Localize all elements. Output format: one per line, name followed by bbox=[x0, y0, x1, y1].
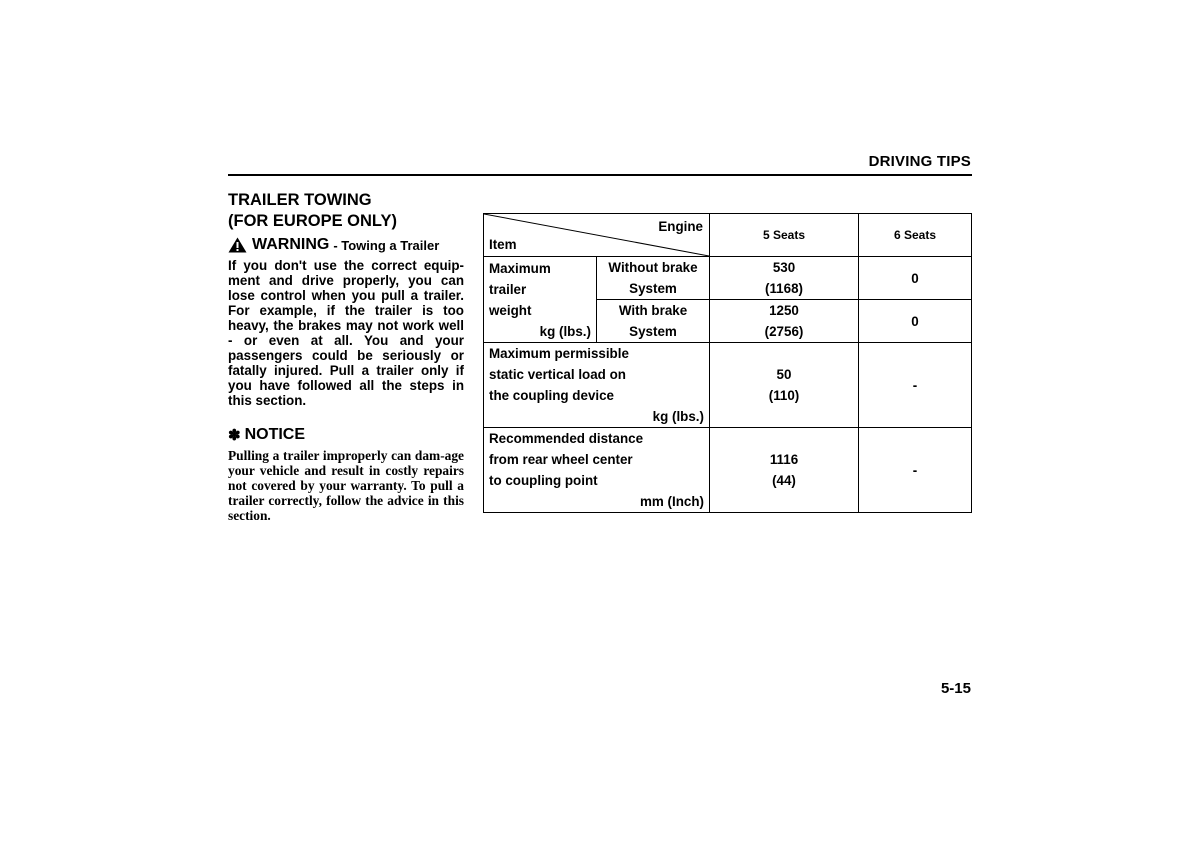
notice-asterisk-icon: ✽ bbox=[228, 427, 241, 444]
section-title-line2: (FOR EUROPE ONLY) bbox=[228, 212, 397, 230]
value-line: 1116 bbox=[769, 452, 799, 467]
label-unit: kg (lbs.) bbox=[539, 323, 591, 339]
with-brake-6-seats: 0 bbox=[859, 300, 972, 343]
page-number: 5-15 bbox=[940, 680, 971, 697]
warning-triangle-icon bbox=[228, 237, 247, 253]
without-brake-6-seats: 0 bbox=[859, 257, 972, 300]
label-line: Maximum permissible bbox=[489, 346, 629, 361]
value-line: (2756) bbox=[764, 324, 804, 339]
value-line: (110) bbox=[768, 388, 800, 403]
header-item-label: Item bbox=[489, 237, 517, 252]
header-6-seats: 6 Seats bbox=[859, 214, 972, 257]
label-line: With brake bbox=[618, 303, 688, 318]
trailer-spec-table bbox=[483, 213, 972, 513]
warning-subtitle: - Towing a Trailer bbox=[333, 237, 440, 253]
header-rule bbox=[228, 174, 972, 176]
static-load-5-seats bbox=[710, 343, 859, 428]
label-line: static vertical load on bbox=[489, 367, 626, 382]
label-line: Without brake bbox=[608, 260, 698, 275]
notice-body: Pulling a trailer improperly can dam-age your vehicle and result in costly repairs not covered by your warranty. To pull a trailer correctly, follow the advice in this section. bbox=[228, 448, 464, 523]
distance-label bbox=[484, 428, 710, 513]
label-line: the coupling device bbox=[489, 388, 615, 403]
notice-label: NOTICE bbox=[244, 426, 306, 443]
table-row bbox=[484, 257, 972, 300]
engine-item-header bbox=[484, 214, 710, 257]
left-column bbox=[228, 190, 464, 523]
value-line: (44) bbox=[772, 473, 796, 488]
value-line: 50 bbox=[776, 367, 792, 382]
warning-heading bbox=[228, 236, 464, 254]
table-row bbox=[484, 343, 972, 428]
with-brake-label bbox=[597, 300, 710, 343]
distance-5-seats bbox=[710, 428, 859, 513]
with-brake-5-seats bbox=[710, 300, 859, 343]
label-line: trailer bbox=[489, 281, 527, 297]
label-line: from rear wheel center bbox=[489, 452, 633, 467]
value-line: 530 bbox=[772, 260, 796, 275]
label-line: weight bbox=[489, 302, 532, 318]
label-unit: mm (Inch) bbox=[640, 494, 704, 509]
max-trailer-weight-label bbox=[484, 257, 597, 343]
warning-label: WARNING bbox=[252, 236, 330, 253]
label-unit: kg (lbs.) bbox=[652, 409, 704, 424]
static-load-label bbox=[484, 343, 710, 428]
notice-heading bbox=[228, 426, 464, 444]
label-line: to coupling point bbox=[489, 473, 598, 488]
label-line: System bbox=[629, 324, 677, 339]
warning-body: If you don't use the correct equip-ment and drive properly, you can lose control when you pull a trailer. For example, if the trailer is too heavy, the brakes may not work well - or even at all. You and your passengers could be seriously or fatally injured. Pull a trailer only if you have followed all the steps in this section. bbox=[228, 258, 464, 408]
value-line: (1168) bbox=[765, 281, 803, 296]
table-row bbox=[484, 428, 972, 513]
value-line: 1250 bbox=[769, 303, 799, 318]
without-brake-5-seats bbox=[710, 257, 859, 300]
without-brake-label bbox=[597, 257, 710, 300]
page-header-title: DRIVING TIPS bbox=[868, 153, 971, 170]
table-header-row bbox=[484, 214, 972, 257]
static-load-6-seats: - bbox=[859, 343, 972, 428]
distance-6-seats: - bbox=[859, 428, 972, 513]
label-line: System bbox=[629, 281, 677, 296]
header-engine-label: Engine bbox=[658, 219, 703, 234]
header-5-seats: 5 Seats bbox=[710, 214, 859, 257]
label-line: Maximum bbox=[489, 260, 551, 276]
section-title-line1: TRAILER TOWING bbox=[228, 191, 372, 209]
label-line: Recommended distance bbox=[489, 431, 644, 446]
